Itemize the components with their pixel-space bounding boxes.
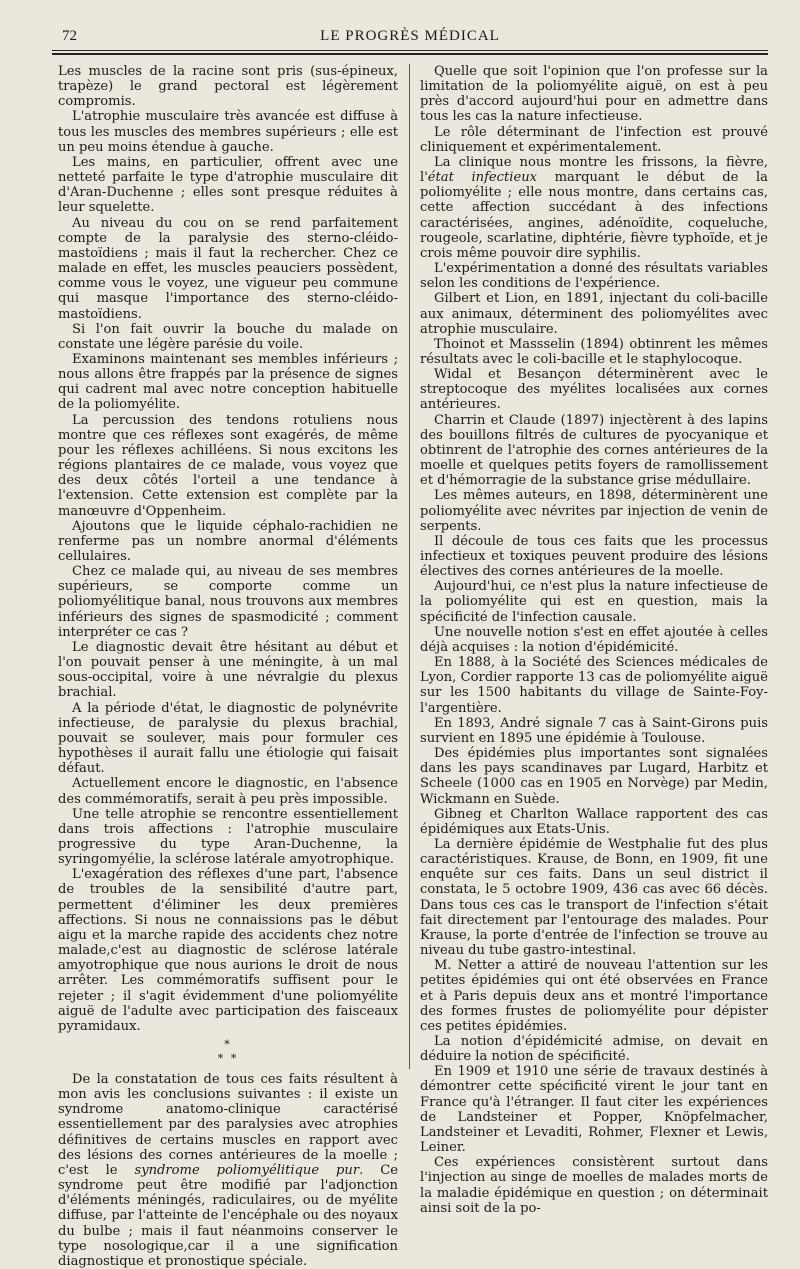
paragraph: En 1893, André signale 7 cas à Saint-Girons puis survient en 1895 une épidémie à Toulouse. — [420, 715, 768, 746]
paragraph: Les mêmes auteurs, en 1898, déterminèrent une poliomyélite avec névrites par injection de venin de serpents. — [420, 488, 768, 534]
paragraph: Quelle que soit l'opinion que l'on professe sur la limitation de la poliomyélite aiguë, on est à peu près d'accord aujourd'hui pour en admettre dans tous les cas la nature infectieuse. — [420, 64, 768, 125]
running-title: LE PROGRÈS MÉDICAL — [320, 28, 500, 44]
paragraph — [58, 1072, 398, 1269]
paragraph: En 1888, à la Société des Sciences médicales de Lyon, Cordier rapporte 13 cas de poliomyélite aiguë sur les 1500 habitants du village de Sainte-Foy-l'argentière. — [420, 655, 768, 716]
paragraph: Les muscles de la racine sont pris (sus-épineux, trapèze) le grand pectoral est légèrement compromis. — [58, 64, 398, 110]
page-header — [52, 28, 768, 50]
paragraph: Ajoutons que le liquide céphalo-rachidien ne renferme pas un nombre anormal d'éléments cellulaires. — [58, 518, 398, 564]
paragraph: Une nouvelle notion s'est en effet ajoutée à celles déjà acquises : la notion d'épidémicité. — [420, 624, 768, 655]
paragraph: Si l'on fait ouvrir la bouche du malade on constate une légère parésie du voile. — [58, 321, 398, 352]
paragraph: La dernière épidémie de Westphalie fut des plus caractéristiques. Krause, de Bonn, en 1909, fit une enquête sur ces faits. Dans un seul district il constata, le 5 octobre 1909, 436 cas avec 66 décès. Dans tous ces cas le transport de l'infection s'était fait directement par l'entourage des malades. Pour Krause, la porte d'entrée de l'infection se trouve au niveau du tube gastro-intestinal. — [420, 836, 768, 959]
column-divider — [409, 64, 410, 1069]
text-run: La clinique nous montre les frissons, la fièvre, l' — [420, 154, 768, 186]
paragraph: Le rôle déterminant de l'infection est prouvé cliniquement et expérimentalement. — [420, 124, 768, 155]
paragraph: Aujourd'hui, ce n'est plus la nature infectieuse de la poliomyélite qui est en question, mais la spécificité de l'infection causale. — [420, 579, 768, 625]
paragraph: Il découle de tous ces faits que les processus infectieux et toxiques peuvent produire des lésions électives des cornes antérieures de la moelle. — [420, 533, 768, 580]
paragraph: A la période d'état, le diagnostic de polynévrite infectieuse, de paralysie du plexus brachial, pouvait se soulever, mais pour formuler ces hypothèses il aurait fallu une étiologie qui faisait défaut. — [58, 700, 398, 777]
paragraph: L'expérimentation a donné des résultats variables selon les conditions de l'expérience. — [420, 261, 768, 292]
paragraph: La notion d'épidémicité admise, on devait en déduire la notion de spécificité. — [420, 1034, 768, 1065]
paragraph: Gibneg et Charlton Wallace rapportent des cas épidémiques aux Etats-Unis. — [420, 806, 768, 837]
text-run: . Ce syndrome peut être modifié par l'adjonction d'éléments méningés, radiculaires, ou de myélite diffuse, par l'atteinte de l'encéphale ou des noyaux du bulbe ; mais il faut néanmoins conserver le type nosologique,car il a une signification diagnostique et pronostique spéciale. — [58, 1162, 398, 1269]
paragraph: Le diagnostic devait être hésitant au début et l'on pouvait penser à une méningite, à un mal sous-occipital, voire à une névralgie du plexus brachial. — [58, 639, 398, 701]
paragraph: Chez ce malade qui, au niveau de ses membres supérieurs, se comporte comme un poliomyélitique banal, nous trouvons aux membres inférieurs des signes de spasmodicité ; comment interpréter ce cas ? — [58, 564, 398, 640]
paragraph: En 1909 et 1910 une série de travaux destinés à démontrer cette spécificité virent le jour tant en France qu'à l'étranger. Il faut citer les expériences de Landsteiner et Popper, Knöpfelmacher, Landsteiner et Levaditi, Rohmer, Flexner et Lewis, Leiner. — [420, 1064, 768, 1156]
italic-term: syndrome poliomyélitique pur — [134, 1162, 360, 1178]
italic-term: état infectieux — [427, 170, 538, 186]
right-column — [420, 64, 768, 1216]
paragraph — [420, 155, 768, 261]
paragraph: Des épidémies plus importantes sont signalées dans les pays scandinaves par Lugard, Harbitz et Scheele (1000 cas en 1905 en Norvège) par Medin, Wickmann en Suède. — [420, 746, 768, 807]
page-number: 72 — [62, 28, 77, 44]
paragraph: Charrin et Claude (1897) injectèrent à des lapins des bouillons filtrés de cultures de pyocyanique et obtinrent de l'atrophie des cornes antérieures de la moelle et quelques petits foyers de ramollissement et d'hémorragie de la substance grise médullaire. — [420, 412, 768, 489]
left-column — [58, 64, 398, 1269]
paragraph: L'exagération des réflexes d'une part, l'absence de troubles de la sensibilité d'autre part, permettent d'éliminer les deux premières affections. Si nous ne connaissions pas le début aigu et la marche rapide des accidents chez notre malade,c'est au diagnostic de sclérose latérale amyotrophique que nous aurions le droit de nous arrêter. Les commémoratifs suffisent pour le rejeter ; il s'agit évidemment d'une poliomyélite aiguë de l'adulte avec participation des faisceaux pyramidaux. — [58, 867, 398, 1034]
paragraph: Gilbert et Lion, en 1891, injectant du coli-bacille aux animaux, déterminent des poliomyélites avec atrophie musculaire. — [420, 291, 768, 337]
paragraph: Examinons maintenant ses membles inférieurs ; nous allons être frappés par la présence de signes qui cadrent mal avec notre conception habituelle de la poliomyélite. — [58, 351, 398, 413]
header-rule-thick — [52, 53, 768, 55]
paragraph: Une telle atrophie se rencontre essentiellement dans trois affections : l'atrophie musculaire progressive du type Aran-Duchenne, la syringomyélie, la sclérose latérale amyotrophique. — [58, 806, 398, 868]
text-run: De la constatation de tous ces faits résultent à mon avis les conclusions suivantes : il existe un syndrome anatomo-clinique caractérisé essentiellement par des paralysies avec atrophies définitives de certains muscles en rapport avec des lésions des cornes antérieures de la moelle ; c'est le — [58, 1072, 398, 1178]
paragraph: Au niveau du cou on se rend parfaitement compte de la paralysie des sterno-cléido-mastoïdiens ; mais il faut la rechercher. Chez ce malade en effet, les muscles peauciers possèdent, comme vous le voyez, une vigueur peu commune qui masque l'importance des sterno-cléido-mastoïdiens. — [58, 215, 398, 322]
paragraph: M. Netter a attiré de nouveau l'attention sur les petites épidémies qui ont été observées en France et à Paris depuis deux ans et montré l'importance des formes frustes de poliomyélite pour dépister ces petites épidémies. — [420, 958, 768, 1034]
section-asterism: * * * — [217, 1038, 239, 1065]
header-rule — [52, 50, 768, 51]
paragraph: Thoinot et Massselin (1894) obtinrent les mêmes résultats avec le coli-bacille et le staphylocoque. — [420, 336, 768, 367]
paragraph: L'atrophie musculaire très avancée est diffuse à tous les muscles des membres supérieurs ; elle est un peu moins étendue à gauche. — [58, 109, 398, 155]
paragraph: Ces expériences consistèrent surtout dans l'injection au singe de moelles de malades morts de la maladie épidémique en question ; on déterminait ainsi soit de la po- — [420, 1155, 768, 1216]
paragraph: Les mains, en particulier, offrent avec une netteté parfaite le type d'atrophie musculaire dit d'Aran-Duchenne ; elles sont presque réduites à leur squelette. — [58, 154, 398, 216]
paragraph: Widal et Besançon déterminèrent avec le streptocoque des myélites localisées aux cornes antérieures. — [420, 367, 768, 413]
paragraph: La percussion des tendons rotuliens nous montre que ces réflexes sont exagérés, de même pour les réflexes achilléens. Si nous excitons les régions plantaires de ce malade, vous voyez que des deux côtés l'orteil a une tendance à l'extension. Cette extension est complète par la manœuvre d'Oppenheim. — [58, 412, 398, 519]
text-run: marquant le début de la poliomyélite ; elle nous montre, dans certains cas, cette affection succédant à des infections caractérisées, angines, adénoïdite, coqueluche, rougeole, scarlatine, diphtérie, fièvre typhoïde, et je crois même pouvoir dire syphilis. — [420, 170, 768, 261]
paragraph: Actuellement encore le diagnostic, en l'absence des commémoratifs, serait à peu près impossible. — [58, 776, 398, 807]
